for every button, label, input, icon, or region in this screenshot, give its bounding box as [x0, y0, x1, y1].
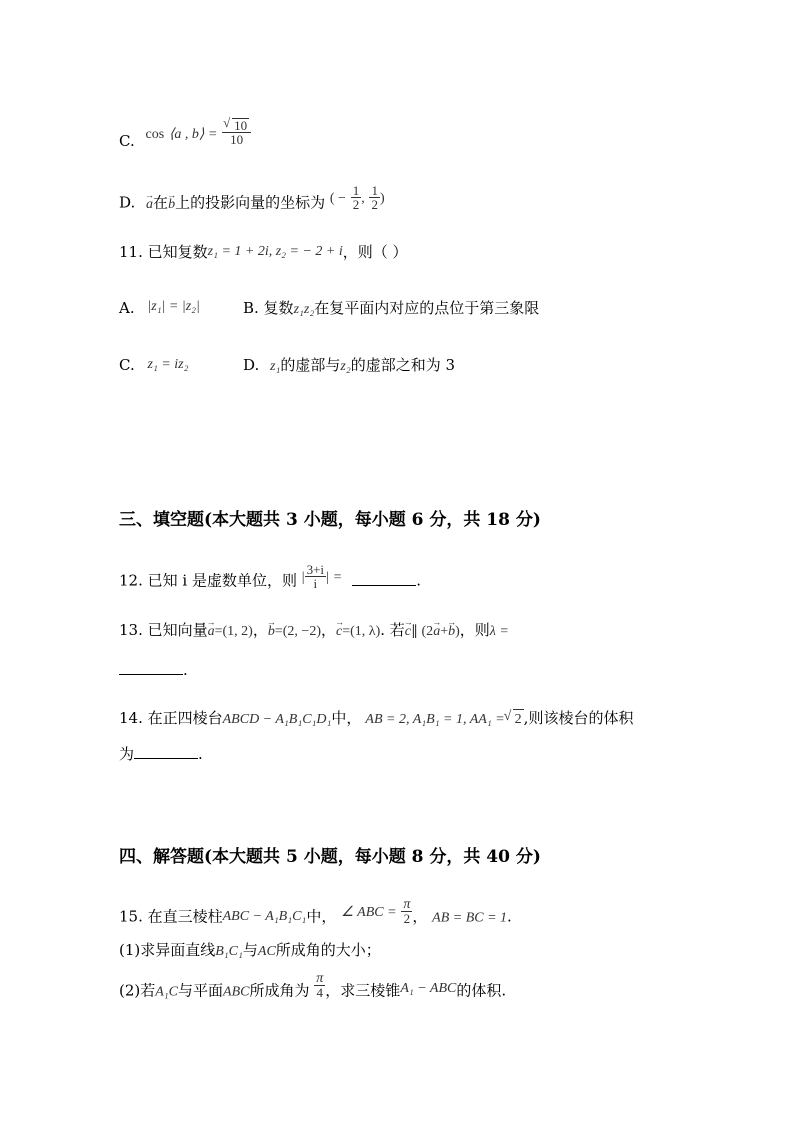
equals: =	[333, 569, 342, 585]
answer-blank[interactable]	[352, 571, 416, 586]
half-fraction: $\frac{1}{2}$	[352, 183, 360, 212]
q11-stem	[119, 242, 408, 264]
math-expr: z₁ = iz₂	[147, 357, 189, 372]
math-expr: =(1, λ)	[342, 624, 381, 639]
vector-b: → b	[168, 195, 175, 215]
math-expr: AB = 2, A₁B₁ = 1, AA₁ =	[365, 712, 505, 727]
q11-option-b	[243, 298, 539, 320]
option-label: C.	[119, 132, 135, 150]
math-expr: ABC − A₁B₁C₁	[222, 908, 307, 924]
math-expr: z₁	[270, 359, 281, 374]
vector-a: → a	[146, 195, 153, 215]
angle-expr: ⟨a , b⟩ =	[168, 127, 218, 142]
q14-line2: 为 .	[119, 745, 203, 763]
vector-a: → a	[433, 622, 440, 642]
sqrt-expr: √ 2	[513, 709, 524, 730]
math-expr: ABCD − A₁B₁C₁D₁	[222, 712, 332, 727]
option-label: A.	[119, 299, 135, 317]
math-expr: =(1, 2)	[214, 624, 253, 639]
option-label: D.	[243, 356, 260, 374]
pi-fraction: $\frac{\pi}{2}$	[403, 897, 411, 926]
vector-a: → a	[208, 622, 215, 642]
section-4-heading: 四、解答题(本大题共 5 小题，每小题 8 分，共 40 分)	[119, 847, 541, 867]
section-3-heading: 三、填空题(本大题共 3 小题，每小题 6 分，共 18 分)	[119, 510, 541, 530]
cos-text: cos	[145, 127, 165, 142]
math-expr: AB = BC = 1	[432, 910, 508, 926]
q10-option-c	[119, 118, 251, 156]
option-text: 的虚部与	[280, 356, 341, 374]
math-expr: A₁ − ABC	[400, 980, 457, 996]
text: 在	[153, 193, 169, 212]
q11-option-a	[119, 298, 200, 320]
text: 上的投影向量的坐标为	[175, 193, 326, 212]
q11-option-c	[119, 355, 188, 377]
denominator: 10	[230, 132, 244, 147]
question-text: (1)求异面直线	[119, 941, 216, 959]
math-expr: AC	[257, 944, 276, 959]
vector-c: → c	[336, 622, 342, 642]
sqrt-numerator: √ 10	[232, 118, 249, 132]
q10-option-d: D. → a在→ b上的投影向量的坐标为 ( − $\frac{1}{2}$ , $\frac{1}{2}$ )	[119, 190, 385, 217]
question-text: 14. 在正四棱台	[119, 709, 223, 727]
q12: 12. 已知 i 是虚数单位，则 | $\frac{3+i}{i}$ | = .	[119, 562, 422, 591]
sqrt10-fraction	[222, 118, 251, 146]
question-text: (2)若	[119, 981, 156, 1000]
math-expr: z₁z₂	[293, 302, 315, 317]
option-label: D.	[119, 193, 136, 212]
math-expr: |z₁| = |z₂|	[147, 299, 200, 314]
answer-blank[interactable]	[119, 660, 183, 675]
math-expr: ∥ (2	[411, 624, 434, 639]
question-text: ,则该棱台的体积	[523, 709, 634, 727]
q14: 14. 在正四棱台ABCD − A₁B₁C₁D₁中， AB = 2, A₁B₁ = 1, AA₁ =√ 2 ,则该棱台的体积	[119, 708, 633, 730]
q13-blank-line: .	[119, 660, 188, 680]
option-text: 的虚部之和为 3	[350, 356, 456, 374]
q15-part1: (1)求异面直线B₁C₁与AC所成角的大小；	[119, 941, 381, 959]
question-text: 11. 已知复数	[119, 243, 208, 261]
vector-b: → b	[268, 622, 275, 642]
math-expr: λ =	[489, 624, 509, 639]
half-fraction: $\frac{1}{2}$	[371, 183, 378, 212]
q15: 15. 在直三棱柱ABC − A₁B₁C₁中， ∠ ABC = $\frac{\pi}{2}$ ， AB = BC = 1.	[119, 897, 512, 926]
math-expr: A₁C	[155, 984, 179, 1000]
q13: 13. 已知向量→ a=(1, 2)，→ b=(2, −2)，→ c=(1, λ). 若→ c∥ (2→ a+→ b)，则λ =	[119, 620, 509, 642]
option-text: 在复平面内对应的点位于第三象限	[314, 299, 540, 317]
math-expr: =(2, −2)	[274, 624, 321, 639]
coord-open: ( −	[329, 190, 346, 206]
math-expr: z₁ = 1 + 2i, z₂ = − 2 + i	[207, 244, 343, 259]
fraction: $\frac{3+i}{i}$	[306, 562, 325, 591]
math-expr: z₂	[340, 359, 351, 374]
q11-option-d	[243, 355, 455, 377]
question-text: 12. 已知 i 是虚数单位，则	[119, 571, 297, 590]
question-text: ，则（ ）	[342, 243, 408, 261]
math-expr: B₁C₁	[215, 944, 243, 959]
answer-blank[interactable]	[134, 744, 198, 759]
question-text: 13. 已知向量	[119, 621, 208, 639]
option-label: C.	[119, 356, 135, 374]
vector-b: → b	[448, 622, 455, 642]
q15-part2: (2)若A₁C与平面ABC所成角为 $\frac{\pi}{4}$ ，求三棱锥A₁ − ABC的体积.	[119, 971, 507, 1000]
question-text: 15. 在直三棱柱	[119, 907, 223, 926]
pi-fraction: $\frac{\pi}{4}$	[316, 971, 324, 1000]
math-expr: ABC	[223, 984, 250, 1000]
math-expr: ∠ ABC =	[341, 904, 397, 920]
vector-c: → c	[405, 622, 411, 642]
option-label: B. 复数	[243, 299, 294, 317]
